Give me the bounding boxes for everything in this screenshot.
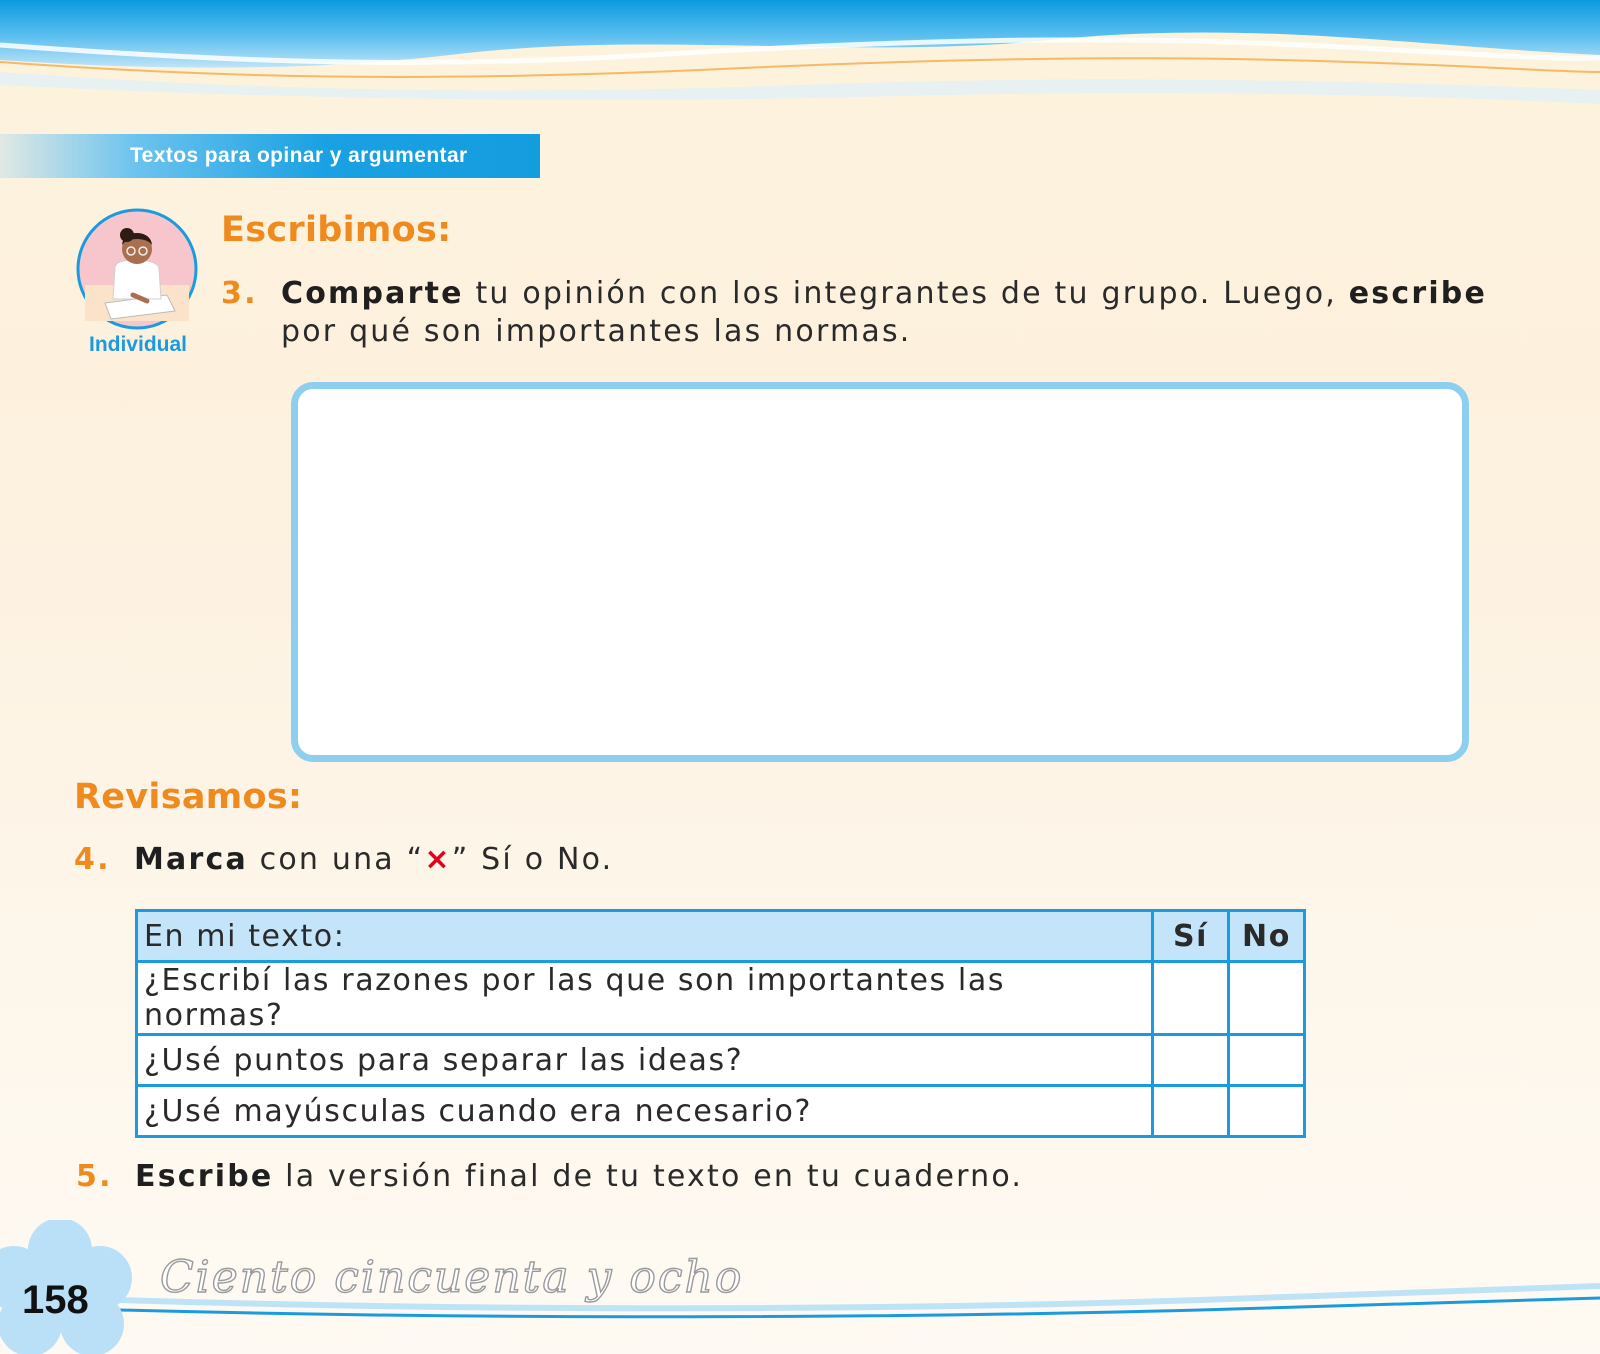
no-checkbox-cell[interactable] bbox=[1229, 962, 1305, 1035]
task-4-number: 4. bbox=[74, 842, 111, 877]
task-4 bbox=[74, 841, 974, 879]
no-checkbox-cell[interactable] bbox=[1229, 1035, 1305, 1086]
activity-mode-label: Individual bbox=[88, 333, 187, 356]
writing-answer-box[interactable] bbox=[291, 382, 1469, 762]
no-checkbox-cell[interactable] bbox=[1229, 1086, 1305, 1137]
task-3-verb-write: escribe bbox=[1348, 276, 1488, 311]
yes-checkbox-cell[interactable] bbox=[1153, 962, 1229, 1035]
escribimos-heading: Escribimos: bbox=[221, 210, 452, 250]
task-5 bbox=[76, 1158, 1176, 1196]
task-3-verb-compare: Comparte bbox=[281, 276, 464, 311]
task-4-verb: Marca bbox=[134, 842, 248, 877]
task-3 bbox=[221, 275, 1511, 351]
yes-checkbox-cell[interactable] bbox=[1153, 1035, 1229, 1086]
header-yes: Sí bbox=[1153, 911, 1229, 962]
table-row bbox=[137, 962, 1305, 1035]
task-3-text-continued: por qué son importantes las normas. bbox=[281, 314, 912, 349]
task-5-number: 5. bbox=[76, 1159, 113, 1194]
section-title: Textos para opinar y argumentar bbox=[130, 144, 468, 167]
task-5-verb: Escribe bbox=[135, 1159, 274, 1194]
header-no: No bbox=[1229, 911, 1305, 962]
table-row bbox=[137, 1035, 1305, 1086]
task-3-number: 3. bbox=[221, 276, 258, 311]
checklist-table bbox=[135, 909, 1306, 1138]
page-number: 158 bbox=[22, 1278, 89, 1322]
row-question: ¿Escribí las razones por las que son importantes las normas? bbox=[137, 962, 1153, 1035]
child-writing-icon bbox=[75, 207, 199, 331]
yes-checkbox-cell[interactable] bbox=[1153, 1086, 1229, 1137]
task-3-text: tu opinión con los integrantes de tu grupo. Luego, bbox=[463, 276, 1349, 311]
row-question: ¿Usé mayúsculas cuando era necesario? bbox=[137, 1086, 1153, 1137]
red-x-icon: × bbox=[424, 842, 452, 877]
row-question: ¿Usé puntos para separar las ideas? bbox=[137, 1035, 1153, 1086]
top-wave-decoration bbox=[0, 0, 1600, 110]
section-banner bbox=[0, 134, 540, 178]
task-4-text-after: ” Sí o No. bbox=[451, 842, 614, 877]
table-header-row bbox=[137, 911, 1305, 962]
header-question: En mi texto: bbox=[137, 911, 1153, 962]
task-4-text: con una “ bbox=[247, 842, 425, 877]
task-5-text: la versión final de tu texto en tu cuaderno. bbox=[273, 1159, 1024, 1194]
table-row bbox=[137, 1086, 1305, 1137]
revisamos-heading: Revisamos: bbox=[74, 777, 303, 817]
page-number-words: Ciento cincuenta y ocho bbox=[160, 1252, 744, 1303]
